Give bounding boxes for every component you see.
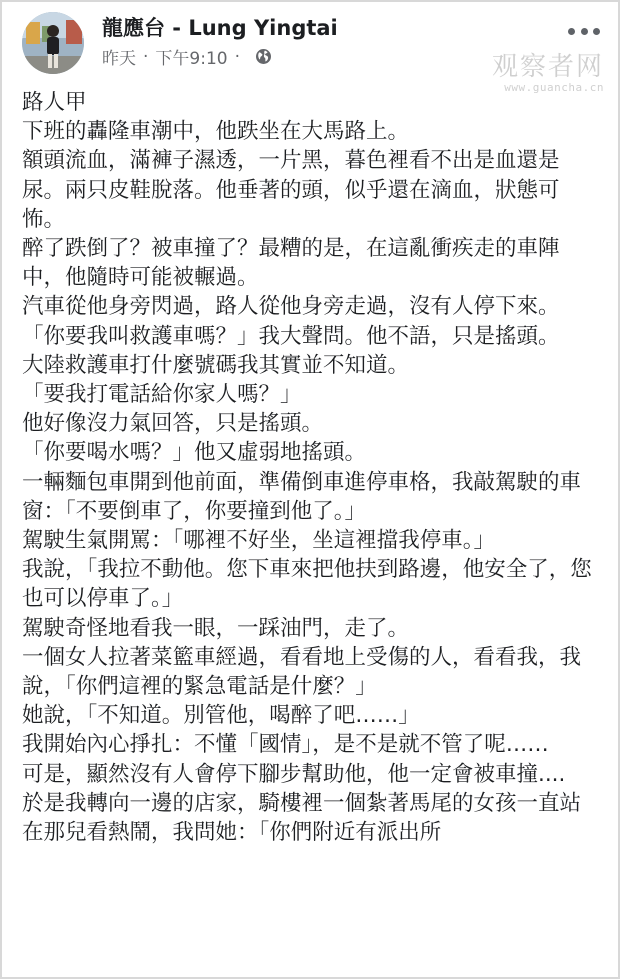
watermark-logo-text: 观察者网 [491,52,604,82]
post-line: 可是，顯然沒有人會停下腳步幫助他，他一定會被車撞.... [22,761,566,787]
author-name-link[interactable]: 龍應台 - Lung Yingtai [102,16,338,40]
post-line: 駕駛生氣開罵：「哪裡不好坐，坐這裡擋我停車。」 [22,528,496,554]
meta-separator: · [143,46,149,67]
more-dots-icon [593,28,600,35]
post-line: 「要我打電話給你家人嗎？」 [22,382,302,408]
post-date[interactable]: 昨天 [102,49,136,69]
post-line: 汽車從他身旁閃過，路人從他身旁走過，沒有人停下來。 [22,294,560,320]
more-dots-icon [568,28,575,35]
post-body-text [22,88,602,847]
more-options-button[interactable] [568,24,600,38]
post-line: 駕駛奇怪地看我一眼，一踩油門，走了。 [22,615,410,641]
watermark-url: www.guancha.cn [504,81,604,94]
post-meta [102,44,272,69]
post-header [22,10,602,76]
post-line: 醉了跌倒了？被車撞了？最糟的是，在這亂衝疾走的車陣中，他隨時可能被輾過。 [22,236,560,291]
post-line: 額頭流血，滿褲子濕透，一片黑，暮色裡看不出是血還是尿。兩只皮鞋脫落。他垂著的頭，似乎還在滴血，狀態可怖。 [22,148,560,232]
post-line: 下班的轟隆車潮中，他跌坐在大馬路上。 [22,119,410,145]
post-line: 一輛麵包車開到他前面，準備倒車進停車格，我敲駕駛的車窗：「不要倒車了，你要撞到他了。」 [22,469,582,524]
more-dots-icon [581,28,588,35]
post-line: 路人甲 [22,90,87,115]
post-line: 我說，「我拉不動他。您下車來把他扶到路邊，他安全了，您也可以停車了。」 [22,557,592,612]
post-time[interactable]: 下午9:10 [155,49,228,69]
avatar[interactable] [22,12,84,74]
post-line: 她說，「不知道。別管他，喝醉了吧……」 [22,703,420,729]
post-line: 「你要喝水嗎？」他又虛弱地搖頭。 [22,440,367,466]
avatar-photo-icon [22,12,84,74]
post-line: 「你要我叫救護車嗎？」我大聲問。他不語，只是搖頭。 [22,323,560,349]
post-line: 我開始內心掙扎：不懂「國情」，是不是就不管了呢…… [22,732,549,758]
globe-icon[interactable] [255,48,272,65]
post-line: 一個女人拉著菜籃車經過，看看地上受傷的人，看看我，我說，「你們這裡的緊急電話是什麼？」 [22,644,582,700]
post-line: 大陸救護車打什麼號碼我其實並不知道。 [22,352,410,378]
post-line: 於是我轉向一邊的店家，騎樓裡一個紮著馬尾的女孩一直站在那兒看熱鬧，我問她：「你們附近有派出所 [22,790,582,846]
post-line: 他好像沒力氣回答，只是搖頭。 [22,411,324,437]
meta-separator-2: · [234,46,240,67]
